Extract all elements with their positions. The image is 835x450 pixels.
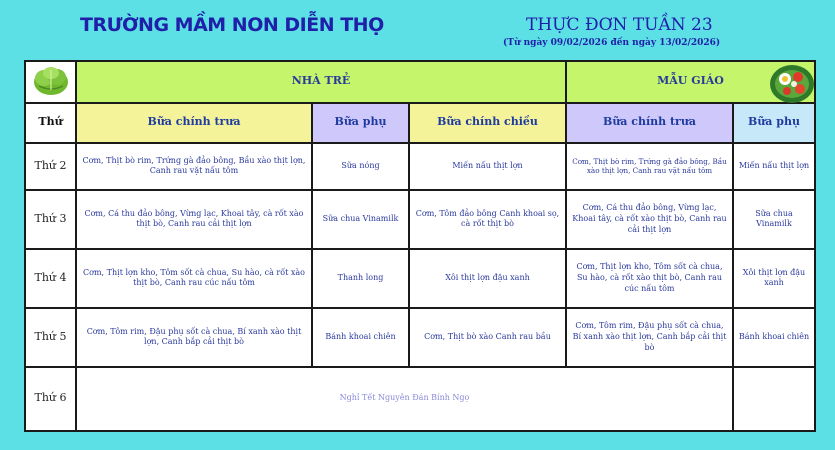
nursery-snack-cell: Bánh khoai chiên (312, 308, 409, 367)
table-row (25, 190, 815, 249)
table-row (25, 143, 815, 190)
holiday-note: Nghỉ Tết Nguyên Đán Bính Ngọ (76, 367, 733, 431)
nursery-lunch-cell: Cơm, Tôm rim, Đậu phụ sốt cà chua, Bí xanh xào thịt lợn, Canh bắp cải thịt bò (76, 308, 312, 367)
kg-lunch-cell: Cơm, Tôm rim, Đậu phụ sốt cà chua, Bí xanh xào thịt lợn, Canh bắp cải thịt bò (566, 308, 733, 367)
menu-table (24, 60, 816, 432)
kg-snack-cell: Miến nấu thịt lợn (733, 143, 815, 190)
table-row (25, 308, 815, 367)
kg-snack-cell: Xôi thịt lợn đậu xanh (733, 249, 815, 308)
col-day-header: Thứ (25, 103, 76, 143)
kg-lunch-cell: Cơm, Thịt lợn kho, Tôm sốt cà chua, Su hào, cà rốt xào thịt bò, Canh rau cúc nấu tôm (566, 249, 733, 308)
kg-snack-cell: Bánh khoai chiên (733, 308, 815, 367)
col-nursery-afternoon-header: Bữa chính chiều (409, 103, 566, 143)
day-cell: Thứ 2 (25, 143, 76, 190)
kg-lunch-cell: Cơm, Cá thu đảo bông, Vừng lạc, Khoai tây, cà rốt xào thịt bò, Canh rau cải thịt lợn (566, 190, 733, 249)
col-kg-lunch-header: Bữa chính trưa (566, 103, 733, 143)
nursery-afternoon-cell: Xôi thịt lợn đậu xanh (409, 249, 566, 308)
kg-lunch-cell: Cơm, Thịt bò rim, Trứng gà đảo bông, Bầu xào thịt lợn, Canh rau vặt nấu tôm (566, 143, 733, 190)
nursery-lunch-cell: Cơm, Thịt bò rim, Trứng gà đảo bông, Bầu xào thịt lợn, Canh rau vặt nấu tôm (76, 143, 312, 190)
date-range: (Từ ngày 09/02/2026 đến ngày 13/02/2026) (503, 38, 721, 48)
nursery-lunch-cell: Cơm, Thịt lợn kho, Tôm sốt cà chua, Su hào, cà rốt xào thịt bò, Canh rau cúc nấu tôm (76, 249, 312, 308)
nursery-lunch-cell: Cơm, Cá thu đảo bông, Vừng lạc, Khoai tây, cà rốt xào thịt bò, Canh rau cải thịt lợn (76, 190, 312, 249)
nursery-snack-cell: Sữa nóng (312, 143, 409, 190)
nursery-snack-cell: Sữa chua Vinamilk (312, 190, 409, 249)
day-cell: Thứ 4 (25, 249, 76, 308)
salad-plate-icon (768, 60, 816, 104)
menu-title: THỰC ĐƠN TUẦN 23 (526, 15, 713, 35)
group-kindergarten-label: MẪU GIÁO (657, 74, 724, 88)
table-row-friday (25, 367, 815, 431)
day-cell: Thứ 6 (25, 367, 76, 431)
col-nursery-lunch-header: Bữa chính trưa (76, 103, 312, 143)
nursery-afternoon-cell: Miến nấu thịt lợn (409, 143, 566, 190)
school-name: TRƯỜNG MẦM NON DIỄN THỌ (80, 14, 384, 36)
nursery-afternoon-cell: Cơm, Thịt bò xào Canh rau bầu (409, 308, 566, 367)
nursery-snack-cell: Thanh long (312, 249, 409, 308)
empty-cell (733, 367, 815, 431)
day-cell: Thứ 3 (25, 190, 76, 249)
table-row (25, 249, 815, 308)
group-nursery: NHÀ TRẺ (76, 61, 566, 103)
col-kg-snack-header: Bữa phụ (733, 103, 815, 143)
group-header-row (25, 61, 815, 103)
column-header-row (25, 103, 815, 143)
col-nursery-snack-header: Bữa phụ (312, 103, 409, 143)
day-cell: Thứ 5 (25, 308, 76, 367)
group-kindergarten (566, 61, 815, 103)
nursery-afternoon-cell: Cơm, Tôm đảo bông Canh khoai sọ, cà rốt thịt bò (409, 190, 566, 249)
kg-snack-cell: Sữa chua Vinamilk (733, 190, 815, 249)
corner-cell (25, 61, 76, 103)
lettuce-icon (29, 62, 73, 98)
